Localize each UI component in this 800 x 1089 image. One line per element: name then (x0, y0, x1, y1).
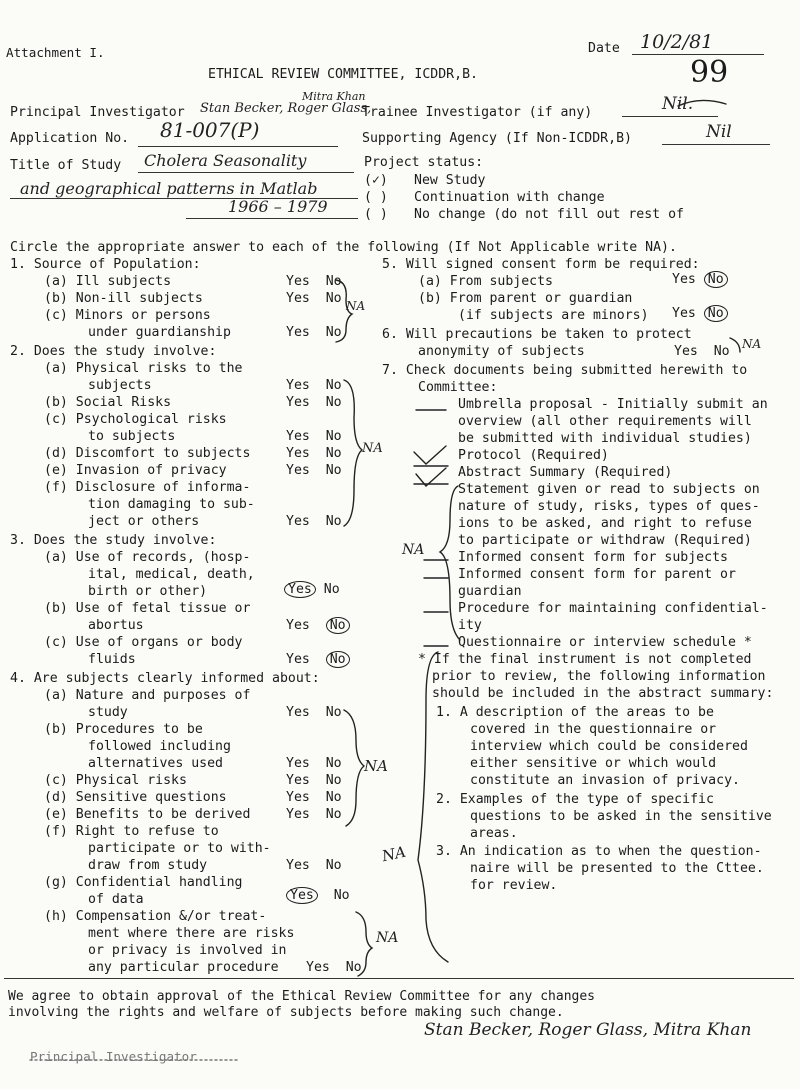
q3c-text-2: fluids (88, 652, 136, 667)
doc-umbrella: Umbrella proposal - Initially submit an (458, 397, 768, 412)
q1a-yes[interactable]: Yes (286, 274, 310, 289)
q7-bracket (440, 486, 460, 640)
q2d-no[interactable]: No (325, 446, 342, 461)
date-value: 10/2/81 (640, 31, 714, 53)
agency-underline (662, 144, 770, 145)
doc-statement-4: to participate or withdraw (Required) (458, 533, 752, 548)
q1a-text: (a) Ill subjects (44, 274, 172, 289)
instruction-text: Circle the appropriate answer to each of the following (If Not Applicable write NA). (10, 240, 677, 255)
q3c-yes[interactable]: Yes (286, 652, 310, 667)
doc-umbrella-3: be submitted with individual studies) (458, 431, 752, 446)
q4-bracket (344, 710, 364, 826)
doc-protocol: Protocol (Required) (458, 448, 609, 463)
doc-statement-2: nature of study, risks, types of ques- (458, 499, 760, 514)
q4c-no[interactable]: No (325, 773, 342, 788)
q3b-text: (b) Use of fetal tissue or (44, 601, 251, 616)
title-underline-1 (138, 172, 354, 173)
notes-na-mark: NA (380, 842, 408, 866)
pi-value: Stan Becker, Roger Glass, (200, 101, 372, 116)
q2f-text-3: ject or others (88, 514, 200, 529)
q1b-text: (b) Non-ill subjects (44, 291, 203, 306)
agency-label: Supporting Agency (If Non-ICDDR,B) (362, 131, 632, 146)
q4f-yes[interactable]: Yes (286, 858, 310, 873)
q7-na-mark: NA (402, 542, 425, 558)
note-item-1-3: interview which could be considered (470, 739, 748, 754)
q4h-text-4: any particular procedure (88, 960, 279, 975)
q3b-no-circled[interactable]: No (326, 617, 350, 634)
q1b-yes[interactable]: Yes (286, 291, 310, 306)
q1-na-mark: NA (346, 299, 366, 313)
q2-na-mark: NA (362, 441, 383, 456)
project-status-label: Project status: (364, 155, 484, 170)
status-nochange-label: No change (do not fill out rest of (414, 207, 684, 222)
note-item-2-3: areas. (470, 826, 518, 841)
pi-value-2: Mitra Khan (302, 90, 366, 103)
title-label: Title of Study (10, 158, 122, 173)
q7-heading-2: Committee: (418, 380, 498, 395)
attachment-label: Attachment I. (6, 45, 105, 60)
q6-na-mark: NA (742, 337, 762, 351)
q4b-text: (b) Procedures to be (44, 722, 203, 737)
q6-text: 6. Will precautions be taken to protect (382, 327, 692, 342)
q3a-yes-circled[interactable]: Yes (284, 581, 316, 598)
q3a-no[interactable]: No (323, 582, 340, 597)
q2f-no[interactable]: No (325, 514, 342, 529)
application-value: 81-007(P) (160, 118, 260, 142)
footer-divider (4, 978, 794, 979)
q4c-text: (c) Physical risks (44, 773, 187, 788)
q2e-text: (e) Invasion of privacy (44, 463, 227, 478)
q2c-yes[interactable]: Yes (286, 429, 310, 444)
q5-heading: 5. Will signed consent form be required: (382, 257, 700, 272)
status-nochange-checkbox[interactable]: ( ) (364, 207, 388, 222)
doc-consent-parent: Informed consent form for parent or (458, 567, 736, 582)
note-item-3: 3. An indication as to when the question- (436, 844, 762, 859)
signature-caption: Principal Investigator (30, 1049, 197, 1064)
doc-consent-subjects: Informed consent form for subjects (458, 550, 728, 565)
trainee-value: Nil. (662, 94, 694, 114)
q2c-text-2: to subjects (88, 429, 176, 444)
q5b-no-circled[interactable]: No (704, 305, 728, 322)
title-underline-3 (186, 218, 358, 219)
q1a-no[interactable]: No (325, 274, 342, 289)
q1c-yes[interactable]: Yes (286, 325, 310, 340)
q3c-no-circled[interactable]: No (326, 651, 350, 668)
q3a-text-3: birth or other) (88, 584, 208, 599)
q1c-text: (c) Minors or persons (44, 308, 211, 323)
doc-statement-3: ions to be asked, and right to refuse (458, 516, 752, 531)
q4e-no[interactable]: No (325, 807, 342, 822)
q4e-yes[interactable]: Yes (286, 807, 310, 822)
q4b-yes[interactable]: Yes (286, 756, 310, 771)
status-continuation-checkbox[interactable]: ( ) (364, 190, 388, 205)
q4g-yes-circled[interactable]: Yes (286, 887, 318, 904)
q2e-yes[interactable]: Yes (286, 463, 310, 478)
q2f-text-2: tion damaging to sub- (88, 497, 255, 512)
note-item-1-4: either sensitive or which would (470, 756, 717, 771)
title-value-1: Cholera Seasonality (144, 151, 307, 170)
q4f-text-2: participate or to with- (88, 841, 271, 856)
q5b-text: (b) From parent or guardian (418, 291, 633, 306)
q4g-no[interactable]: No (333, 888, 350, 903)
q2a-text: (a) Physical risks to the (44, 361, 243, 376)
q2-bracket (344, 380, 362, 526)
doc-confidentiality: Procedure for maintaining confidential- (458, 601, 768, 616)
q4g-text: (g) Confidential handling (44, 875, 243, 890)
q2b-yes[interactable]: Yes (286, 395, 310, 410)
q4c-yes[interactable]: Yes (286, 773, 310, 788)
q3b-text-2: abortus (88, 618, 144, 633)
q1b-no[interactable]: No (325, 291, 342, 306)
q3b-yes[interactable]: Yes (286, 618, 310, 633)
q6-yes[interactable]: Yes (674, 344, 698, 359)
q2d-text: (d) Discomfort to subjects (44, 446, 251, 461)
q2-heading: 2. Does the study involve: (10, 344, 217, 359)
q6-no[interactable]: No (713, 344, 730, 359)
doc-abstract: Abstract Summary (Required) (458, 465, 673, 480)
note-item-1-5: constitute an invasion of privacy. (470, 773, 740, 788)
agreement-line-2: involving the rights and welfare of subjects before making such change. (8, 1005, 564, 1020)
q5a-yes[interactable]: Yes (672, 272, 696, 287)
q4b-text-3: alternatives used (88, 756, 223, 771)
q4b-no[interactable]: No (325, 756, 342, 771)
q5b-yes[interactable]: Yes (672, 306, 696, 321)
q2b-no[interactable]: No (325, 395, 342, 410)
doc-questionnaire: Questionnaire or interview schedule * (458, 635, 752, 650)
q2a-no[interactable]: No (325, 378, 342, 393)
note-line-1: * If the final instrument is not completed (418, 652, 752, 667)
abstract-check (416, 468, 446, 486)
q4a-no[interactable]: No (325, 705, 342, 720)
q2e-no[interactable]: No (325, 463, 342, 478)
doc-confidentiality-2: ity (458, 618, 482, 633)
q4f-text: (f) Right to refuse to (44, 824, 219, 839)
q2b-text: (b) Social Risks (44, 395, 172, 410)
q4b-text-2: followed including (88, 739, 231, 754)
note-item-2-2: questions to be asked in the sensitive (470, 809, 772, 824)
q4e-text: (e) Benefits to be derived (44, 807, 251, 822)
q6-bracket (730, 338, 740, 352)
status-new-checkbox[interactable]: (✓) (364, 173, 388, 188)
note-line-2: prior to review, the following information (432, 669, 766, 684)
status-continuation-label: Continuation with change (414, 190, 605, 205)
q4a-text-2: study (88, 705, 128, 720)
q1c-no[interactable]: No (325, 325, 342, 340)
q3a-text: (a) Use of records, (hosp- (44, 550, 251, 565)
date-label: Date (588, 41, 620, 56)
q3-heading: 3. Does the study involve: (10, 533, 217, 548)
q5a-text: (a) From subjects (418, 274, 553, 289)
protocol-check (414, 446, 446, 464)
doc-statement: Statement given or read to subjects on (458, 482, 760, 497)
note-item-1: 1. A description of the areas to be (436, 705, 714, 720)
title-value-2: and geographical patterns in Matlab (20, 179, 318, 198)
q7-heading: 7. Check documents being submitted herewith to (382, 363, 748, 378)
application-number-stamp: 99 (690, 55, 729, 90)
q4a-text: (a) Nature and purposes of (44, 688, 251, 703)
doc-umbrella-2: overview (all other requirements will (458, 414, 752, 429)
q4d-yes[interactable]: Yes (286, 790, 310, 805)
q4h-text-3: or privacy is involved in (88, 943, 287, 958)
doc-consent-parent-2: guardian (458, 584, 522, 599)
application-label: Application No. (10, 131, 130, 146)
q2a-text-2: subjects (88, 378, 152, 393)
note-item-2: 2. Examples of the type of specific (436, 792, 714, 807)
q4d-text: (d) Sensitive questions (44, 790, 227, 805)
q4d-no[interactable]: No (325, 790, 342, 805)
q2d-yes[interactable]: Yes (286, 446, 310, 461)
note-item-1-2: covered in the questionnaire or (470, 722, 717, 737)
q2c-text: (c) Psychological risks (44, 412, 227, 427)
status-new-label: New Study (414, 173, 486, 188)
q2c-no[interactable]: No (325, 429, 342, 444)
q6-text-2: anonymity of subjects (418, 344, 585, 359)
q1-heading: 1. Source of Population: (10, 257, 201, 272)
q2f-text: (f) Disclosure of informa- (44, 480, 251, 495)
q5a-no-circled[interactable]: No (704, 271, 728, 288)
signature: Stan Becker, Roger Glass, Mitra Khan (424, 1020, 752, 1040)
pi-label: Principal Investigator (10, 105, 185, 120)
q4h-no[interactable]: No (345, 960, 362, 975)
agreement-line-1: We agree to obtain approval of the Ethical Review Committee for any changes (8, 989, 595, 1004)
trainee-underline (622, 116, 718, 117)
q4h-yes[interactable]: Yes (306, 960, 330, 975)
q1c-text-2: under guardianship (88, 325, 231, 340)
application-underline (138, 146, 338, 147)
q4-heading: 4. Are subjects clearly informed about: (10, 671, 320, 686)
note-item-3-2: naire will be presented to the Cttee. (470, 861, 764, 876)
q3a-text-2: ital, medical, death, (88, 567, 255, 582)
committee-title: ETHICAL REVIEW COMMITTEE, ICDDR,B. (208, 67, 478, 82)
q5b-text-2: (if subjects are minors) (458, 308, 649, 323)
q4h-text: (h) Compensation &/or treat- (44, 909, 267, 924)
q4a-yes[interactable]: Yes (286, 705, 310, 720)
q2f-yes[interactable]: Yes (286, 514, 310, 529)
q4g-text-2: of data (88, 892, 144, 907)
q4f-no[interactable]: No (325, 858, 342, 873)
q4h-na-mark: NA (376, 930, 399, 946)
q4f-text-3: draw from study (88, 858, 208, 873)
agency-value: Nil (706, 122, 732, 142)
note-item-3-3: for review. (470, 878, 558, 893)
q4-na-mark: NA (364, 757, 388, 775)
note-line-3: should be included in the abstract summary: (432, 686, 774, 701)
q4h-text-2: ment where there are risks (88, 926, 295, 941)
title-value-3: 1966 – 1979 (228, 197, 328, 216)
q2a-yes[interactable]: Yes (286, 378, 310, 393)
q3c-text: (c) Use of organs or body (44, 635, 243, 650)
trainee-label: Trainee Investigator (if any) (362, 105, 593, 120)
